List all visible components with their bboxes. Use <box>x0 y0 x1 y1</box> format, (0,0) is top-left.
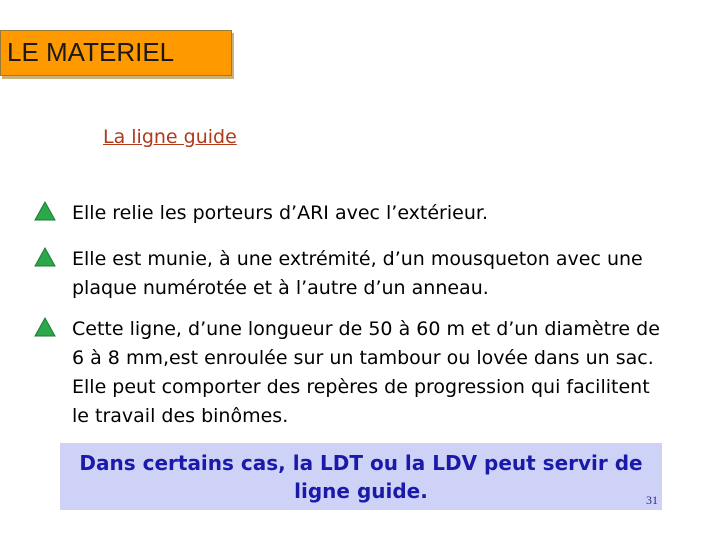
page-number: 31 <box>646 493 658 507</box>
bullet-text: Elle relie les porteurs d’ARI avec l’extérieur. <box>72 202 488 224</box>
slide-subtitle: La ligne guide <box>103 126 237 148</box>
note-text: Dans certains cas, la LDT ou la LDV peut servir de ligne guide. <box>79 451 643 503</box>
title-banner <box>0 30 232 76</box>
green-triangle-icon <box>34 247 56 267</box>
bullet-text: Elle est munie, à une extrémité, d’un mousqueton avec une plaque numérotée et à l’autre d’un anneau. <box>72 248 643 299</box>
bullet-text: Cette ligne, d’une longueur de 50 à 60 m et d’un diamètre de 6 à 8 mm,est enroulée sur un tambour ou lovée dans un sac. Elle peut comporter des repères de progression qui facilitent le travail des binômes. <box>72 318 660 427</box>
green-triangle-icon <box>34 201 56 221</box>
slide-title: LE MATERIEL <box>7 37 175 67</box>
note-box <box>60 443 662 510</box>
green-triangle-icon <box>34 317 56 337</box>
